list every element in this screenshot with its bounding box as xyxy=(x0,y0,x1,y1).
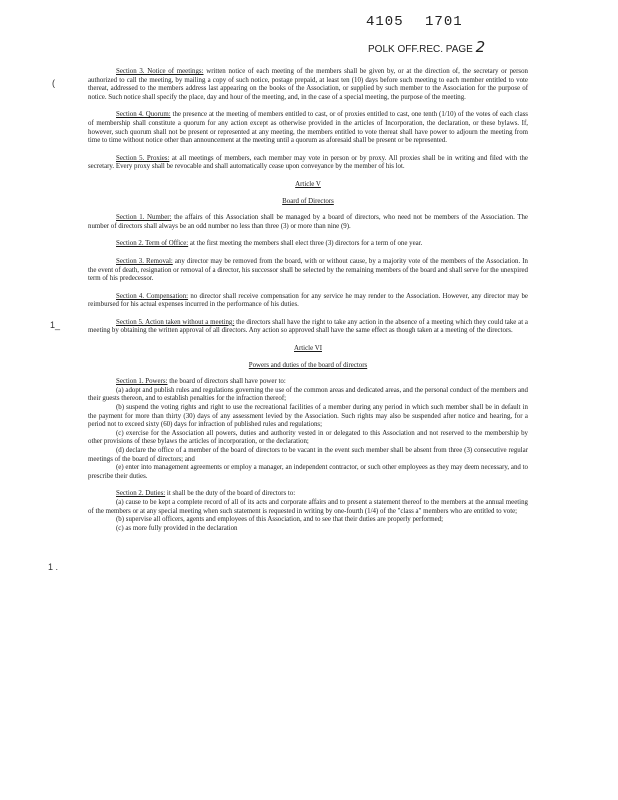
section-number xyxy=(88,214,528,231)
section-title: Section 2. Term of Office: xyxy=(116,240,189,248)
section-duties xyxy=(88,490,528,499)
section-body: any director may be removed from the board, with or without cause, by a majority vote of the members of the Association. In the event of death, resignation or removal of a director, his successor shall be selected by the remaining members of the board and shall serve for the unexpired term of his predecessor. xyxy=(88,257,528,283)
page-word: PAGE xyxy=(445,44,473,55)
section-quorum xyxy=(88,111,528,145)
section-body: the directors shall have the right to take any action in the absence of a meeting which they could take at a meeting by obtaining the written approval of all directors. Any action so approved shall have the same effect as though taken at a meeting of the directors. xyxy=(88,318,528,335)
handwritten-page: 2 xyxy=(475,38,486,56)
page-number: 1701 xyxy=(425,14,463,30)
article-v-heading: Article V xyxy=(295,180,321,188)
section-action-without-meeting xyxy=(88,319,528,336)
section-title: Section 4. Quorum: xyxy=(116,111,171,119)
section-removal xyxy=(88,258,528,284)
section-title: Section 3. Removal: xyxy=(116,257,173,265)
section-term-of-office xyxy=(88,240,528,249)
section-body: no director shall receive compensation for any service he may render to the Association. However, any director may be reimbursed for his actual expenses incurred in the performance of his duties. xyxy=(88,292,528,309)
section-powers xyxy=(88,378,528,387)
article-vi-heading: Article VI xyxy=(294,345,322,353)
recording-stamp xyxy=(366,14,475,30)
record-label xyxy=(368,38,485,56)
section-title: Section 5. Proxies: xyxy=(116,154,170,162)
section-body: at the first meeting the members shall elect three (3) directors for a term of one year. xyxy=(188,240,423,248)
power-item: (a) adopt and publish rules and regulations governing the use of the common areas and dedicated areas, and the personal conduct of the members and their guests thereon, and to establish penalties for the infraction thereof; xyxy=(88,386,528,403)
power-item: (e) enter into management agreements or employ a manager, an independent contractor, or such other employees as they may deem necessary, and to prescribe their duties. xyxy=(88,464,528,480)
section-notice-of-meetings xyxy=(88,68,528,102)
section-body: written notice of each meeting of the members shall be given by, or at the direction of, the secretary or person authorized to call the meeting, by mailing a copy of such notice, postage prepaid, at least ten (10) days before such meeting to each member entitled to vote thereat, addressed to the members address last appearing on the books of the Association, or supplied by such member to the Association for the purpose of notice. Such notice shall specify the place, day and hour of the meeting, and, in the case of a special meeting, the purpose of the meeting. xyxy=(88,68,528,101)
document-body xyxy=(88,68,528,533)
record-name: POLK OFF.REC. xyxy=(368,44,444,55)
section-title: Section 1. Powers: xyxy=(116,378,168,386)
section-title: Section 2. Duties: xyxy=(116,490,166,498)
margin-mark: ( xyxy=(52,78,55,88)
section-body: the affairs of this Association shall be managed by a board of directors, who need not be members of the Association. The number of directors shall always be an odd number no less than three (3) or more than nine (9). xyxy=(88,214,528,230)
section-body: it shall be the duty of the board of directors to: xyxy=(165,490,296,498)
section-title: Section 5. Action taken without a meeting: xyxy=(116,318,235,326)
duty-item: (c) as more fully provided in the declaration xyxy=(116,524,238,532)
section-title: Section 4. Compensation: xyxy=(116,292,189,300)
article-vi-subheading: Powers and duties of the board of directors xyxy=(248,361,368,369)
duty-item: (b) supervise all officers, agents and employees of this Association, and to see that their duties are properly performed; xyxy=(116,516,444,524)
section-body: the presence at the meeting of members entitled to cast, or of proxies entitled to cast, one tenth (1/10) of the votes of each class of membership shall constitute a quorum for any action except as otherwise provided in the articles of Incorporation, the declaration, or these bylaws. If, however, such quorum shall not be present or represented at any meeting, the members entitled to vote thereat shall have power to adjourn the meeting from time to time without notice other than announcement at the meeting until a quorum as aforesaid shall be present or be represented. xyxy=(88,111,528,145)
book-number: 4105 xyxy=(366,14,404,30)
section-compensation xyxy=(88,293,528,310)
section-title: Section 1. Number: xyxy=(116,214,172,222)
duty-item: (a) cause to be kept a complete record of all of its acts and corporate affairs and to present a statement thereof to the members at the annual meeting of the members or at any special meeting when such statement is requested in writing by one-fourth (1/4) of the "class a" members who are entitled to vote; xyxy=(88,498,528,515)
margin-mark: 1_ xyxy=(50,320,61,330)
power-item: (c) exercise for the Association all powers, duties and authority vested in or delegated to this Association and not reserved to the membership by other provisions of these bylaws the articles of incorporation, or the declaration; xyxy=(88,429,528,446)
section-body: at all meetings of members, each member may vote in person or by proxy. All proxies shall be in writing and filed with the secretary. Every proxy shall be revocable and shall automatically cease upon conveyance by the member of his lot. xyxy=(88,154,528,171)
section-proxies xyxy=(88,155,528,172)
power-item: (d) declare the office of a member of the board of directors to be vacant in the event such member shall be absent from three (3) consecutive regular meetings of the board of directors; and xyxy=(88,447,528,463)
section-title: Section 3. Notice of meetings: xyxy=(116,68,204,75)
power-item: (b) suspend the voting rights and right to use the recreational facilities of a member during any period in which such member shall be in default in the payment for more than thirty (30) days of any assessment levied by the Association. Such rights may also be suspended after notice and hearing, for a period not to exceed sixty (60) days for infraction of published rules and regulations; xyxy=(88,404,528,429)
section-body: the board of directors shall have power to: xyxy=(167,378,286,386)
article-v-subheading: Board of Directors xyxy=(282,197,334,205)
margin-mark: 1 . xyxy=(48,562,59,572)
